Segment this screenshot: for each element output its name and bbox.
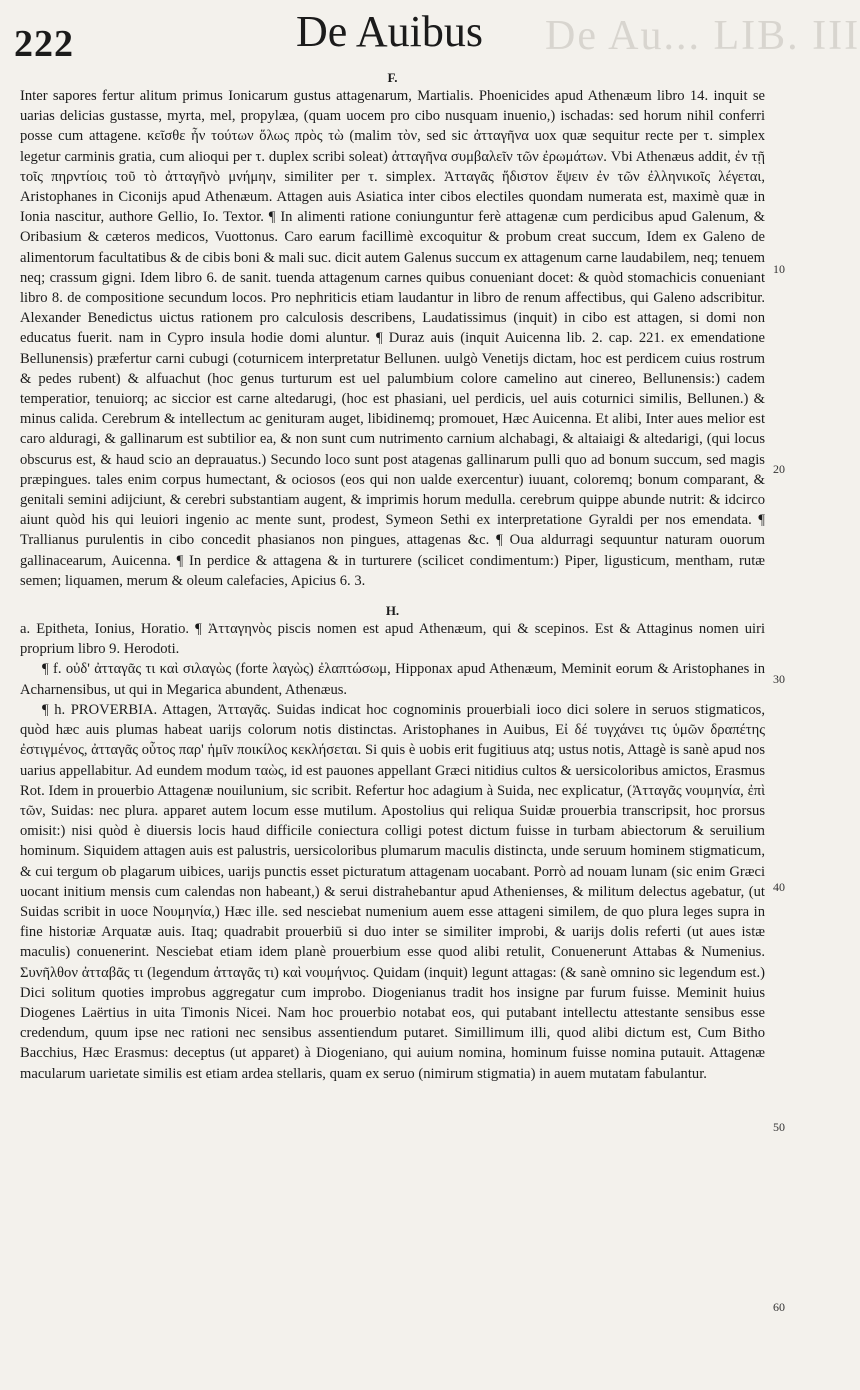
section-f-paragraph: Inter sapores fertur alitum primus Ionicarum gustus attagenarum, Martialis. Phoenicides apud Athenæum libro 14. inquit se uarias delicias gustasse, myrta, mel, propylæa, (quam uocem pro cibo nusquam inuenio,) ischadas: sed horum nihil conferri posse cum attagene. κεῖσθε ἦν τούτων ὅλως πρὸς τὼ (malim τὸν, sed sic ἀτταγῆνα uox quæ sequitur recte per τ. simplex legetur carminis gratia, cum alioqui per τ. duplex scribi soleat) ἀτταγῆνα συμβαλεῖν τῶν ἐρωμάτων. Vbi Athenæus addit, ἐν τῇ τοῖς πηρντίοις τοῦ τὸ ἀτταγῆνὸ μνήμην, similiter per τ. simplex. Ἀτταγᾶς ἥδιστον ἕψειν ἐν τῶν ἐλληνικοῖς λέγεται, Aristophanes in Ciconijs apud Athenæum. Attagen auis Asiatica inter cibos electiles quondam numerata est, maximè quæ in Ionia nascitur, authore Gellio, Io. Textor. ¶ In alimenti ratione coniunguntur ferè attagenæ cum perdicibus apud Galenum, & Oribasium & cæteros medicos, Vuottonus. Caro earum facillimè excoquitur & probum creat succum, Idem ex Galeno de alimentorum facultatibus & de cibis boni & mali suc. dicit autem Galenus succum ex attagenum carne laudabilem, neq; tenuem neq; crassum gigni. Idem libro 6. de sanit. tuenda attagenum carnes quibus conueniant docet: & quòd stomachicis conueniant libro 8. de compositione secundum locos. Pro nephriticis etiam laudantur in libro de renum affectibus, qui Galeno adscribitur. Alexander Benedictus uictus rationem pro calculosis describens, Laudatissimus (inquit) in cibo est attagen, si domi non educatus fuerit. nam in Cypro insula hodie domi aluntur. ¶ Duraz auis (inquit Auicenna lib. 2. cap. 221. ex emendatione Bellunensis) præfertur carni cubugi (coturnicem interpretatur Bellunen. uulgò Venetijs dictam, hoc est perdicem cuius rostrum & pedes rubent) & alfuachut (hoc genus turturum est uel palumbium colore camelino aut cinereo, Bellunensis:) cadem temperatior, tenuiorq; ac siccior est carne altedarugi, (hoc est phasiani, uel perdicis, uel auis coturnici similis, Bellunen.) & minus calida. Cerebrum & intellectum ac genituram auget, libidinemq; promouet, Hæc Auicenna. Et alibi, Inter aues melior est caro alduragi, & gallinarum est subtilior ea, & non sunt cum nutrimento carnium alchabagi, & altaiaigi & altedarigi, (qui locus obscurus est, & haud scio an deprauatus.) Secundo loco sunt post atagenas gallinarum pulli quo ad bonum succum, sed magis præpingues. tales enim corpus humectant, & ociosos (eos qui non ualde exercentur) iuuant, coloremq; bonum comparant, & genitali semini adijciunt, & cerebri substantiam augent, & imprimis horum medulla. cerebrum quippe abunde nutrit: & idcirco aiunt quòd his qui leuiori ingenio ac mente sunt, prodest, Symeon Sethi ex interpretatione Gyraldi per nos emendata. ¶ Trallianus purulentis in cibo concedit phasianos non pingues, attagenas &c. ¶ Oua aldurragi sequuntur naturam ouorum gallinacearum, Auicenna. ¶ In perdice & attagena & in turturere (scilicet condimentum:) Piper, ligusticum, mentham, rutæ semen; liquamen, merum & oleum calefacies, Apicius 6. 3. [20,88,765,589]
section-heading-f: F. [387,70,398,85]
page-number: 222 [14,23,74,65]
margin-line-number: 60 [773,1300,785,1314]
margin-line-number: 20 [773,462,785,476]
margin-line-number: 10 [773,262,785,276]
section-h-proverbia: ¶ h. PROVERBIA. Attagen, Ἀτταγᾶς. Suidas indicat hoc cognominis prouerbiali ioco dici solere in seruos stigmaticos, quòd hæc auis plumas habeat uarijs colorum notis distinctas. Aristophanes in Auibus, Εἰ δέ τυγχάνει τις ὑμῶν δραπέτης ἐστιγμένος, ἀτταγᾶς οὗτος παρ' ἡμῖν ποικίλος κεκλήσεται. Si quis è uobis erit fugitiuus atq; ustus notis, Attagè is sanè apud nos uarius appellabitur. Ad eundem modum ταὼς, id est pauones appellant Græci nitidius cultos & uersicoloribus amictos, Erasmus Rot. Idem in prouerbio Attagenæ nouilunium, sic scribit. Refertur hoc adagium à Suida, nec explicatur, (Ἀτταγᾶς νουμηνία, ἐπὶ τῶν, Suidas: nec plura. apparet autem locum esse mutilum. Apostolius qui reliqua Suidæ prouerbia transcripsit, hoc prorsus omisit:) nisi quòd è diuersis locis haud difficile coniectura colligi potest dictum fuisse in turbam abiectorum & seruilium hominum. Siquidem attagen auis est palustris, uersicoloribus plumarum maculis distincta, unde seruum hominem stigmaticum, & cui tergum ob plagarum uibices, uarijs punctis esset picturatum attagenam uocabant. Porrò ad nouam lunam (sic enim Græci uocant initium mensis cum calendas non habeant,) & serui distrahebantur apud Athenienses, & militum delectus agebatur, (ut Suidas scribit in uoce Νουμηνία,) Hæc ille. sed nesciebat numenium auem esse attageni similem, de quo plura leges supra in fine historiæ Arquatæ auis. Itaq; quadrabit prouerbiū si duo inter se similiter improbi, & uarijs dolis referti (ut aues istæ maculis) conuenerint. Nesciebat etiam idem planè prouerbium esse quod alibi retulit, Conuenerunt Attabas & Numenius. Συνῆλθον ἀτταβᾶς τι (legendum ἀτταγᾶς τι) καὶ νουμήνιος. Quidam (inquit) legunt attagas: (& sanè omnino sic legendum est.) Dici solitum quoties improbus aggregatur cum improbo. Diogenianus tradit hos insigne par furum fuisse. Meminit huius Diogenes Laërtius in uita Timonis Nicei. Nam hoc prouerbio notabat eos, qui putabant intellectu attestante sensibus esse credendum, quum ipse nec rationi nec sensibus assentiendum putaret. Simillimum illi, quod alibi dictum est, Cum Bitho Bacchius, Hæc Erasmus: deceptus (ut apparet) à Diogeniano, qui auium nomina, hominum fuisse nomina putauit. Attagenæ macularum uarietate similis est etiam ardea stellaris, quam ex seruo (nimirum stigmatia) in auem mutatam fabulantur. [20,701,765,1082]
margin-line-number: 50 [773,1120,785,1134]
section-h-epitheta: a. Epitheta, Ionius, Horatio. ¶ Ἀτταγηνὸς piscis nomen est apud Athenæum, qui & scepinos. Est & Attaginus nomen uiri proprium libro 9. Herodoti. [20,621,765,658]
section-heading-h: H. [385,603,400,619]
margin-line-number: 30 [773,672,785,686]
main-text-block [20,70,765,1084]
running-title: De Auibus [296,7,483,56]
section-h-f-paragraph: ¶ f. οὐδ' ἀτταγᾶς τι καὶ σιλαγὼς (forte λαγὼς) ἐλαπτώσωμ, Hipponax apud Athenæum, Meminit eorum & Aristophanes in Acharnensibus, ut qui in Megarica abundent, Athenæus. [20,661,765,698]
margin-line-number: 40 [773,880,785,894]
bleed-through-text: De Au... LIB. III [545,13,860,59]
